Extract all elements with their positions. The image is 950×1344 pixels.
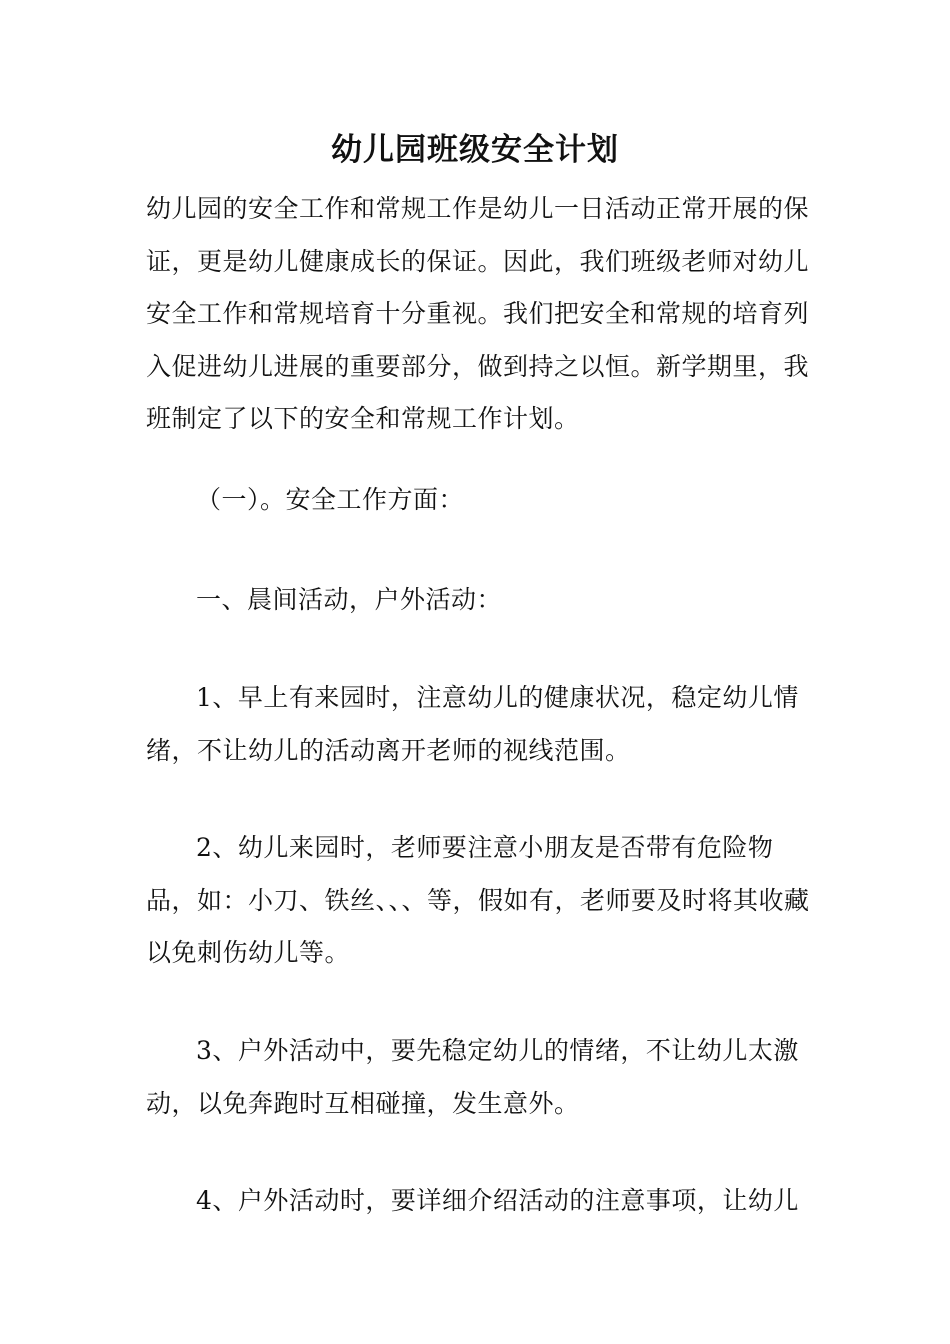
list-item-3: 3、户外活动中，要先稳定幼儿的情绪，不让幼儿太激动，以免奔跑时互相碰撞，发生意外。 (146, 1036, 799, 1118)
document-title: 幼儿园班级安全计划 (331, 132, 619, 168)
list-item-2: 2、幼儿来园时，老师要注意小朋友是否带有危险物品，如：小刀、铁丝、、、等，假如有，老师要及时将其收藏以免刺伤幼儿等。 (146, 833, 810, 967)
subsection-heading: 一、晨间活动，户外活动： (196, 585, 503, 614)
list-item-1: 1、早上有来园时，注意幼儿的健康状况，稳定幼儿情绪，不让幼儿的活动离开老师的视线范围。 (146, 683, 799, 765)
intro-paragraph: 幼儿园的安全工作和常规工作是幼儿一日活动正常开展的保证，更是幼儿健康成长的保证。因此，我们班级老师对幼儿安全工作和常规培育十分重视。我们把安全和常规的培育列入促进幼儿进展的重要部分，做到持之以恒。新学期里，我班制定了以下的安全和常规工作计划。 (146, 194, 810, 433)
section-heading: （一）。安全工作方面： (196, 485, 465, 514)
list-item-4: 4、户外活动时，要详细介绍活动的注意事项，让幼儿 (196, 1186, 799, 1215)
